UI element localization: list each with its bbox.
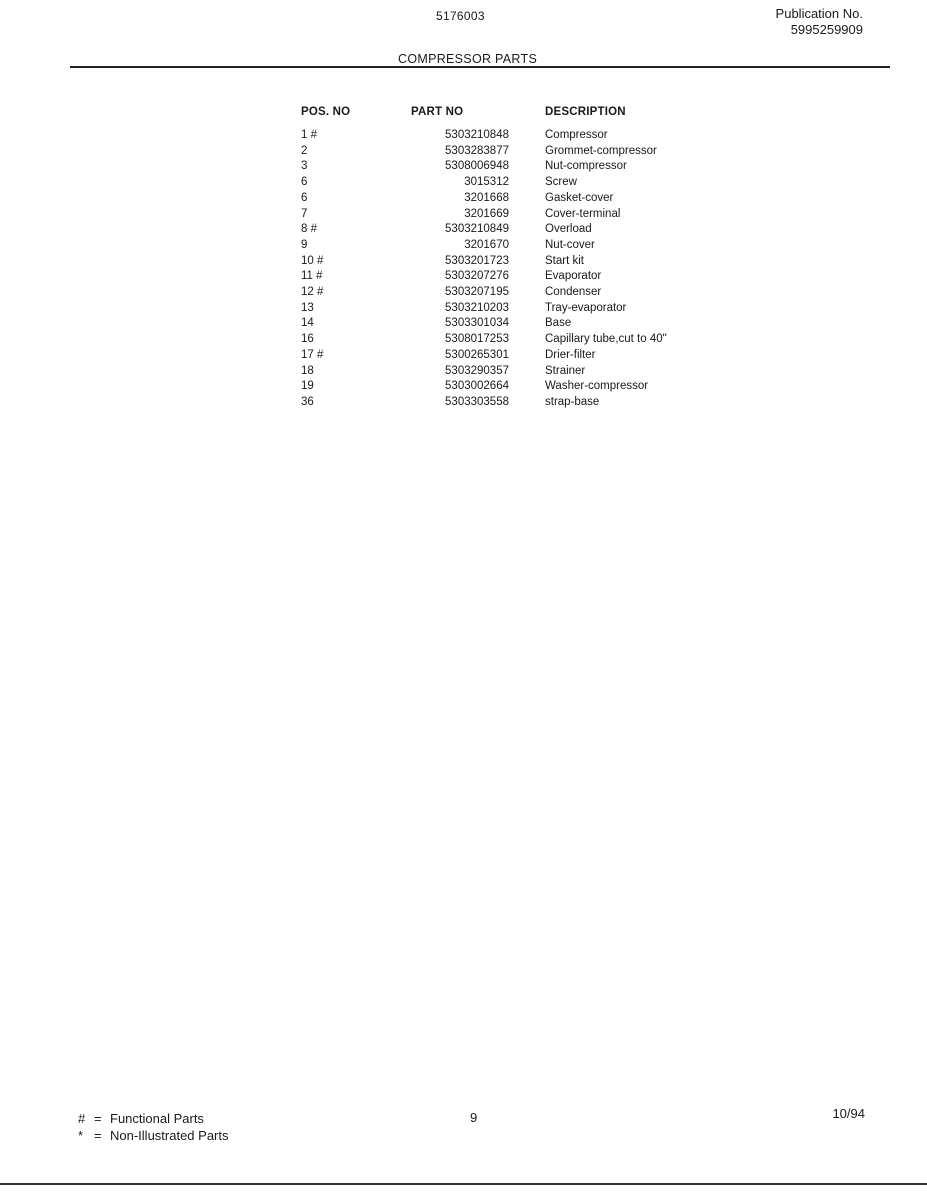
part-number-cell: 3201670 (464, 238, 509, 251)
table-row (301, 269, 715, 285)
description-cell: Strainer (545, 364, 586, 377)
publication-block (776, 6, 863, 38)
pos-cell: 12 # (301, 286, 324, 299)
part-number-cell: 5303207195 (445, 286, 509, 299)
legend-equals: = (94, 1111, 102, 1126)
table-row (301, 191, 715, 207)
part-number-cell: 5303303558 (445, 395, 509, 408)
pos-cell: 1 # (301, 129, 317, 141)
column-header-pos: POS. NO (301, 106, 351, 118)
part-number-cell: 5308006948 (445, 160, 509, 173)
description-cell: strap-base (545, 395, 600, 408)
table-row (301, 316, 715, 332)
part-number-cell: 3201669 (464, 207, 509, 220)
description-cell: Overload (545, 223, 592, 236)
description-cell: Condenser (545, 286, 602, 299)
footer-divider (0, 1183, 927, 1185)
part-number-cell: 5308017253 (445, 333, 509, 346)
part-number-cell: 3015312 (464, 176, 509, 189)
pos-cell: 8 # (301, 223, 317, 236)
parts-table-body (301, 128, 715, 411)
section-title: COMPRESSOR PARTS (398, 52, 538, 66)
table-row (301, 379, 715, 395)
table-row (301, 159, 715, 175)
pos-cell: 13 (301, 301, 314, 314)
table-header-row (301, 106, 715, 128)
pos-cell: 36 (301, 395, 314, 408)
legend-equals: = (94, 1128, 102, 1143)
part-number-cell: 5303210848 (445, 129, 509, 141)
publication-number: 5995259909 (790, 22, 863, 37)
part-number-cell: 5303002664 (445, 380, 509, 393)
description-cell: Gasket-cover (545, 191, 614, 204)
header-divider (70, 66, 890, 68)
pos-cell: 14 (301, 317, 314, 330)
model-number: 5176003 (436, 9, 485, 23)
pos-cell: 6 (301, 176, 308, 189)
part-number-cell: 5303290357 (445, 364, 509, 377)
description-cell: Cover-terminal (545, 207, 621, 220)
parts-table (301, 106, 715, 411)
part-number-cell: 5303201723 (445, 254, 509, 267)
table-row (301, 128, 715, 144)
part-number-cell: 3201668 (464, 191, 509, 204)
legend-symbol: * (78, 1128, 84, 1143)
pos-cell: 7 (301, 207, 308, 220)
pos-cell: 10 # (301, 254, 324, 267)
pos-cell: 11 # (301, 270, 323, 283)
legend-item-functional (78, 1110, 229, 1127)
publication-label: Publication No. (775, 6, 863, 21)
table-row (301, 222, 715, 238)
description-cell: Capillary tube,cut to 40" (545, 333, 667, 346)
part-number-cell: 5300265301 (445, 348, 509, 361)
table-row (301, 332, 715, 348)
description-cell: Evaporator (545, 270, 602, 283)
pos-cell: 17 # (301, 348, 324, 361)
part-number-cell: 5303301034 (445, 317, 509, 330)
description-cell: Start kit (545, 254, 584, 267)
pos-cell: 9 (301, 238, 308, 251)
pos-cell: 2 (301, 144, 308, 157)
description-cell: Tray-evaporator (545, 301, 627, 314)
description-cell: Nut-cover (545, 238, 595, 251)
column-header-description: DESCRIPTION (545, 106, 626, 118)
legend-text: Functional Parts (110, 1111, 204, 1126)
table-row (301, 144, 715, 160)
table-row (301, 238, 715, 254)
table-row (301, 207, 715, 223)
description-cell: Nut-compressor (545, 160, 627, 173)
description-cell: Base (545, 317, 572, 330)
description-cell: Screw (545, 176, 577, 189)
table-row (301, 254, 715, 270)
description-cell: Grommet-compressor (545, 144, 657, 157)
legend-item-non-illustrated (78, 1127, 229, 1144)
pos-cell: 18 (301, 364, 314, 377)
table-row (301, 285, 715, 301)
part-number-cell: 5303210203 (445, 301, 509, 314)
description-cell: Drier-filter (545, 348, 596, 361)
revision-date: 10/94 (832, 1106, 865, 1121)
table-row (301, 175, 715, 191)
description-cell: Compressor (545, 129, 608, 141)
legend (78, 1110, 229, 1144)
table-row (301, 395, 715, 411)
table-row (301, 301, 715, 317)
table-row (301, 364, 715, 380)
table-row (301, 348, 715, 364)
part-number-cell: 5303283877 (445, 144, 509, 157)
pos-cell: 6 (301, 191, 308, 204)
legend-text: Non-Illustrated Parts (110, 1128, 229, 1143)
pos-cell: 19 (301, 380, 314, 393)
part-number-cell: 5303210849 (445, 223, 509, 236)
column-header-part: PART NO (411, 106, 464, 118)
pos-cell: 3 (301, 160, 308, 173)
description-cell: Washer-compressor (545, 380, 649, 393)
legend-symbol: # (78, 1111, 86, 1126)
pos-cell: 16 (301, 333, 314, 346)
part-number-cell: 5303207276 (445, 270, 509, 283)
page-number: 9 (470, 1110, 478, 1125)
